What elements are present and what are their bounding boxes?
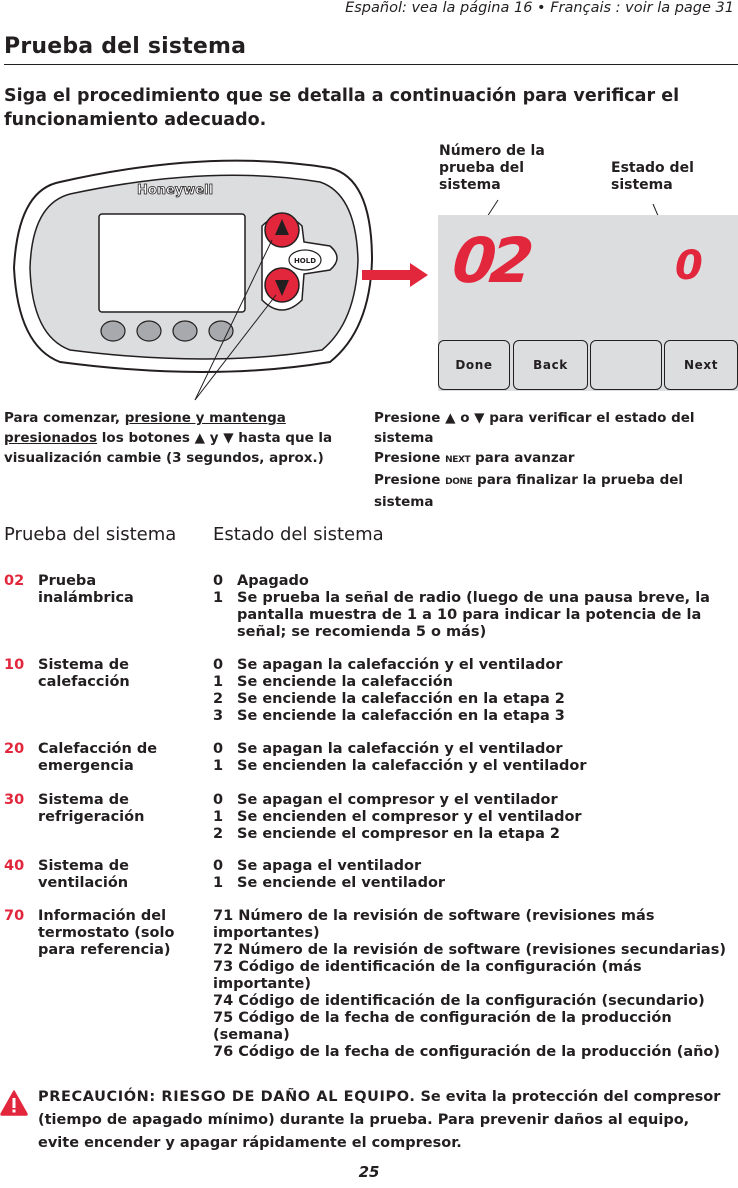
title-rule: [4, 64, 738, 65]
navigation-instructions: Presione ▲ o ▼ para verificar el estado del sistema Presione NEXT para avanzar Presione DONE para finalizar la prueba del sistema: [374, 410, 695, 510]
status-label: Estado del sistema: [611, 160, 694, 193]
subtitle: Siga el procedimiento que se detalla a continuación para verificar el funcionamiento adecuado.: [4, 86, 680, 130]
done-softkey[interactable]: Done: [438, 340, 510, 390]
warning-text: PRECAUCIÓN: RIESGO DE DAÑO AL EQUIPO. Se evita la protección del compresor (tiempo de apagado mínimo) durante la prueba. Para prevenir daños al equipo, evite encender y apagar rápidamente el compresor.: [38, 1089, 721, 1151]
blank-softkey[interactable]: [590, 340, 662, 390]
next-softkey[interactable]: Next: [664, 340, 738, 390]
thermostat-illustration: [0, 150, 440, 410]
function-button-3[interactable]: [173, 321, 197, 341]
page-number: 25: [358, 1163, 380, 1181]
back-softkey[interactable]: Back: [513, 340, 588, 390]
function-button-2[interactable]: [137, 321, 161, 341]
page-title: Prueba del sistema: [4, 34, 247, 59]
test-number-label: Número de la prueba del sistema: [439, 143, 545, 193]
col-header-status: Estado del sistema: [213, 524, 384, 545]
test-number-readout: 02: [449, 224, 532, 297]
thermostat-screen: [99, 214, 245, 312]
hold-label: HOLD: [293, 257, 317, 265]
col-header-test: Prueba del sistema: [4, 524, 177, 545]
brand-logo: Honeywell: [136, 183, 214, 198]
status-readout: 0: [675, 243, 703, 289]
function-button-4[interactable]: [209, 321, 233, 341]
warning-icon: [0, 1090, 28, 1116]
language-note: Español: vea la página 16 • Français : voir la page 31: [345, 0, 734, 16]
function-button-1[interactable]: [101, 321, 125, 341]
start-instructions: Para comenzar, presione y mantenga presionados los botones ▲ y ▼ hasta que la visualización cambie (3 segundos, aprox.): [4, 410, 333, 466]
